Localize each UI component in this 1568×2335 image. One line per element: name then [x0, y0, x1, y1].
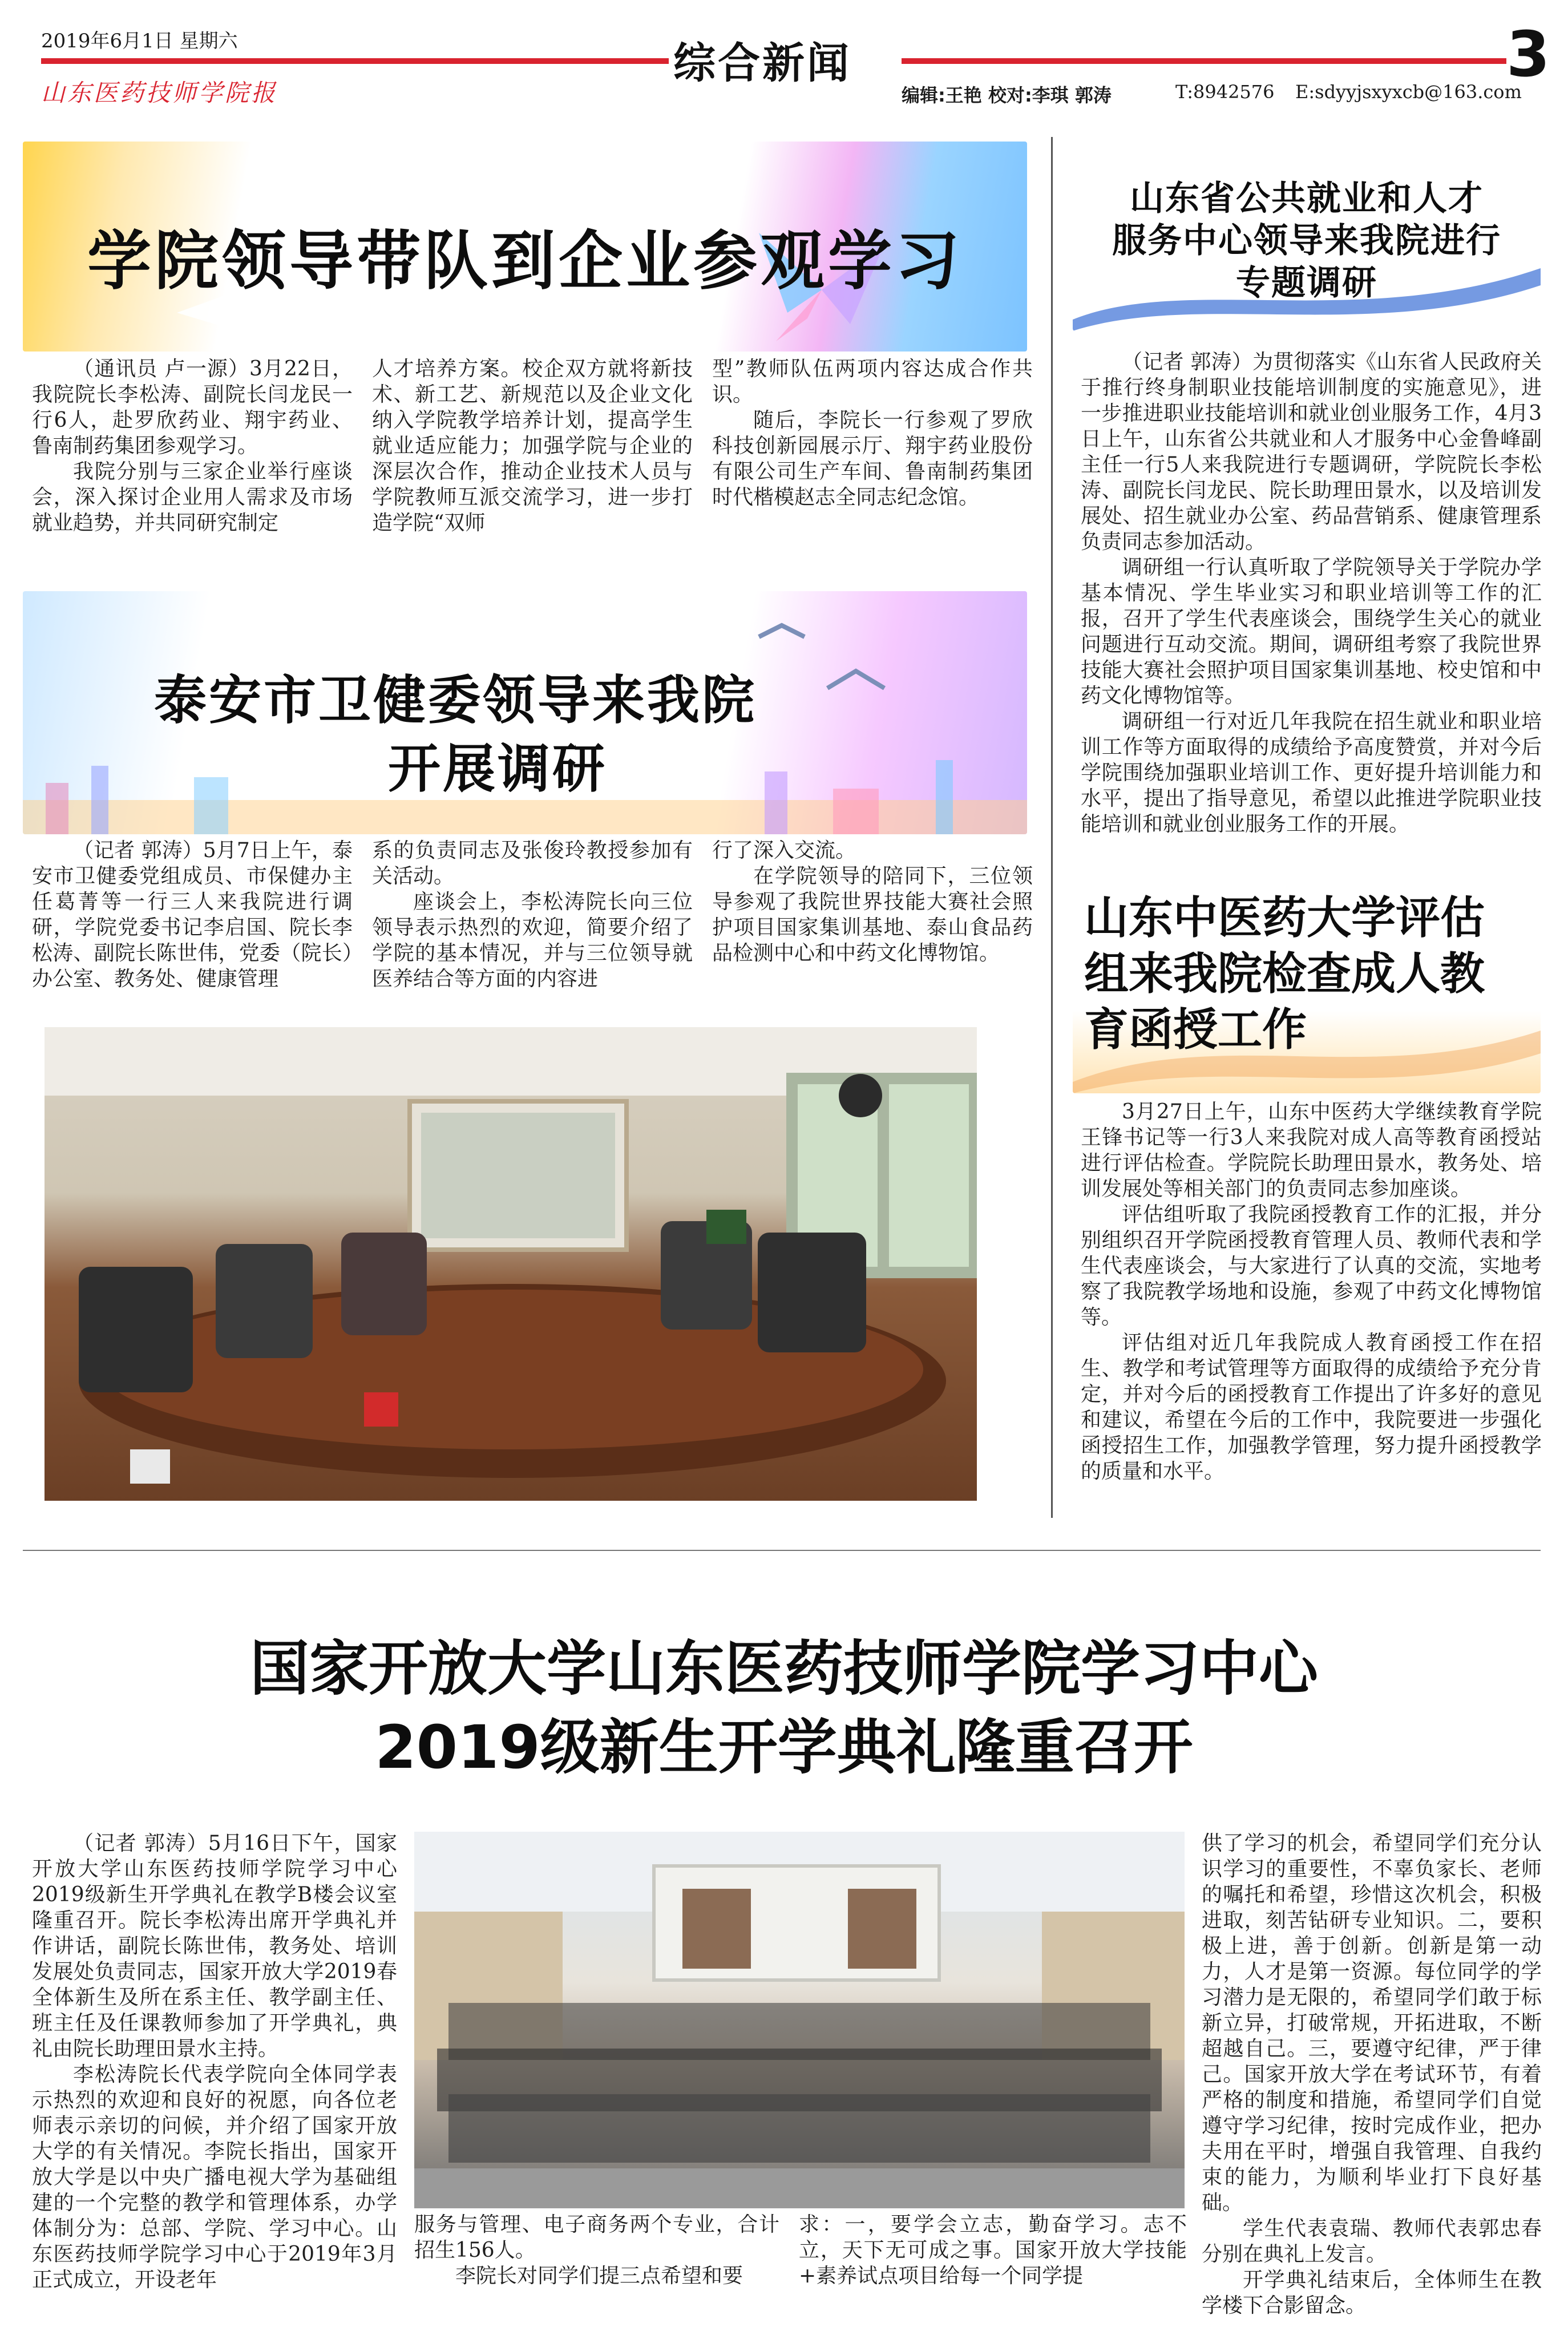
article-3-banner	[1073, 160, 1541, 331]
issue-date: 2019年6月1日 星期六	[41, 30, 238, 52]
article-5-title-line-2: 2019级新生开学典礼隆重召开	[375, 1712, 1193, 1782]
article-4-title-line-3: 育函授工作	[1084, 1004, 1307, 1056]
page-number: 3	[1506, 18, 1550, 91]
article-2-para: （记者 郭涛）5月7日上午，泰安市卫健委党组成员、市保健办主任葛菁等一行三人来我院进行调研，学院党委书记李启国、院长李松涛、副院长陈世伟，党委（院长）办公室、教务处、健康管理	[32, 839, 353, 991]
article-5-column-1	[32, 1831, 397, 2327]
article-4-para: 评估组对近几年我院成人教育函授工作在招生、教学和考试管理等方面取得的成绩给予充分肯定，并对今后的函授教育工作提出了许多好的意见和建议，希望在今后的工作中，我院要进一步强化函授招生工作，加强教学管理，努力提升函授教学的质量和水平。	[1081, 1331, 1542, 1483]
article-3-title-line-1: 山东省公共就业和人才	[1130, 179, 1484, 219]
article-1-para: 型”教师队伍两项内容达成合作共识。	[712, 357, 1033, 406]
article-5-title-line-1: 国家开放大学山东医药技师学院学习中心	[249, 1634, 1318, 1703]
article-4-banner	[1073, 876, 1541, 1093]
meeting-room-photo	[45, 1027, 977, 1501]
email-address: E:sdyyjsxyxcb@163.com	[1295, 81, 1522, 103]
article-1-para: （通讯员 卢一源）3月22日，我院院长李松涛、副院长闫龙民一行6人，赴罗欣药业、翔宇药业、鲁南制药集团参观学习。	[32, 357, 353, 458]
article-5-para: 服务与管理、电子商务两个专业，合计招生156人。	[414, 2213, 779, 2262]
article-2-column-3	[712, 838, 1033, 1009]
article-5-column-2	[414, 2212, 779, 2326]
paper-name-logo: 山东医药技师学院报	[41, 79, 278, 107]
article-4-para: 3月27日上午，山东中医药大学继续教育学院王锋书记等一行3人来我院对成人高等教育函授站进行评估检查。学院院长助理田景水，教务处、培训发展处等相关部门的负责同志参加座谈。	[1081, 1100, 1542, 1201]
article-5-para: 供了学习的机会，希望同学们充分认识学习的重要性，不辜负家长、老师的嘱托和希望，珍惜这次机会，积极进取，刻苦钻研专业知识。二，要积极上进，善于创新。创新是第一动力，人才是第一资源。每位同学的学习潜力是无限的，希望同学们敢于标新立异，打破常规，开拓进取，不断超越自己。三，要遵守纪律，严于律己。国家开放大学在考试环节，有着严格的制度和措施，希望同学们自觉遵守学习纪律，按时完成作业，把办夫用在平时，增强自我管理、自我约束的能力，为顺利毕业打下良好基础。	[1202, 1832, 1542, 2215]
article-1-para: 人才培养方案。校企双方就将新技术、新工艺、新规范以及企业文化纳入学院教学培养计划，提高学生就业适应能力；加强学院与企业的深层次合作，推动企业技术人员与学院教师互派交流学习，进一步打造学院“双师	[372, 357, 693, 535]
article-5-para: 李院长对同学们提三点希望和要	[455, 2264, 743, 2288]
group-photo	[414, 1832, 1185, 2208]
editor-credits: 编辑:王艳 校对:李琪 郭涛	[902, 84, 1112, 106]
article-2-title-line-2: 开展调研	[388, 738, 608, 799]
article-3-body	[1081, 349, 1542, 863]
article-2-column-1	[32, 838, 353, 1009]
article-5-para: 学生代表袁瑞、教师代表郭忠春分别在典礼上发言。	[1202, 2217, 1542, 2266]
article-4-title-line-2: 组来我院检查成人教	[1084, 948, 1485, 1000]
article-2-para: 系的负责同志及张俊玲教授参加有关活动。	[372, 839, 693, 888]
header-rule-right	[902, 58, 1506, 64]
phone-number: T:8942576	[1175, 81, 1275, 103]
article-1-para: 我院分别与三家企业举行座谈会，深入探讨企业用人需求及市场就业趋势，并共同研究制定	[32, 460, 353, 535]
article-2-para: 座谈会上，李松涛院长向三位领导表示热烈的欢迎，简要介绍了学院的基本情况，并与三位领导就医养结合等方面的内容进	[372, 890, 693, 991]
group-photo-illustration	[414, 1832, 1185, 2208]
header-rule-left	[41, 58, 669, 64]
article-1-banner	[23, 142, 1027, 352]
section-divider	[23, 1550, 1541, 1551]
article-4-title-line-1: 山东中医药大学评估	[1084, 892, 1485, 944]
article-3-para: （记者 郭涛）为贯彻落实《山东省人民政府关于推行终身制职业技能培训制度的实施意见》，进一步推进职业技能培训和就业创业服务工作，4月3日上午，山东省公共就业和人才服务中心金鲁峰副主任一行5人来我院进行专题调研，学院院长李松涛、副院长闫龙民、院长助理田景水，以及培训发展处、招生就业办公室、药品营销系、健康管理系负责同志参加活动。	[1081, 350, 1542, 554]
article-5-para: （记者 郭涛）5月16日下午，国家开放大学山东医药技师学院学习中心2019级新生开学典礼在教学B楼会议室隆重召开。院长李松涛出席开学典礼并作讲话，副院长陈世伟，教务处、培训发展处负责同志，国家开放大学2019春全体新生及所在系主任、教学副主任、班主任及任课教师参加了开学典礼，典礼由院长助理田景水主持。	[32, 1832, 397, 2061]
article-5-para: 开学典礼结束后，全体师生在教学楼下合影留念。	[1202, 2268, 1542, 2317]
meeting-room-illustration	[45, 1027, 977, 1501]
article-4-para: 评估组听取了我院函授教育工作的汇报，并分别组织召开学院函授教育管理人员、教师代表和学生代表座谈会，与大家进行了认真的交流，实地考察了我院教学场地和设施，参观了中药文化博物馆等。	[1081, 1203, 1542, 1329]
article-3-para: 调研组一行认真听取了学院领导关于学院办学基本情况、学生毕业实习和职业培训等工作的汇报，召开了学生代表座谈会，围绕学生关心的就业问题进行互动交流。期间，调研组考察了我院世界技能大赛社会照护项目国家集训基地、校史馆和中药文化博物馆等。	[1081, 556, 1542, 708]
article-3-title-line-2: 服务中心领导来我院进行	[1112, 221, 1501, 261]
article-1-para: 随后，李院长一行参观了罗欣科技创新园展示厅、翔宇药业股份有限公司生产车间、鲁南制药集团时代楷模赵志全同志纪念馆。	[712, 409, 1033, 509]
article-1-column-1	[32, 356, 353, 550]
article-5-para: 李松涛院长代表学院向全体同学表示热烈的欢迎和良好的祝愿，向各位老师表示亲切的问候，并介绍了国家开放大学的有关情况。李院长指出，国家开放大学是以中央广播电视大学为基础组建的一个完整的教学和管理体系，办学体制分为：总部、学院、学习中心。山东医药技师学院学习中心于2019年3月正式成立，开设老年	[32, 2063, 397, 2292]
article-2-para: 行了深入交流。	[712, 839, 856, 862]
article-5-para: 求：一，要学会立志，勤奋学习。志不立，天下无可成之事。国家开放大学技能+素养试点项目给每一个同学提	[799, 2213, 1187, 2288]
article-4-body	[1081, 1099, 1542, 1533]
article-2-title-line-1: 泰安市卫健委领导来我院	[154, 670, 757, 731]
article-2-para: 在学院领导的陪同下，三位领导参观了我院世界技能大赛社会照护项目国家集训基地、泰山食品药品检测中心和中药文化博物馆。	[712, 864, 1033, 965]
article-3-para: 调研组一行对近几年我院在招生就业和职业培训工作等方面取得的成绩给予高度赞赏，并对今后学院围绕加强职业培训工作、更好提升培训能力和水平，提出了指导意见，希望以此推进学院职业技能培训和就业创业服务工作的开展。	[1081, 710, 1542, 836]
article-5-column-3	[799, 2212, 1187, 2326]
right-column-divider	[1051, 137, 1053, 1518]
article-1-title: 学院领导带队到企业参观学习	[87, 224, 963, 298]
article-2-banner	[23, 591, 1027, 834]
section-title: 综合新闻	[673, 39, 851, 88]
article-2-column-2	[372, 838, 693, 1009]
article-1-column-3	[712, 356, 1033, 550]
article-3-title-line-3: 专题调研	[1236, 263, 1377, 303]
article-1-column-2	[372, 356, 693, 550]
article-5-column-4	[1202, 1831, 1542, 2327]
